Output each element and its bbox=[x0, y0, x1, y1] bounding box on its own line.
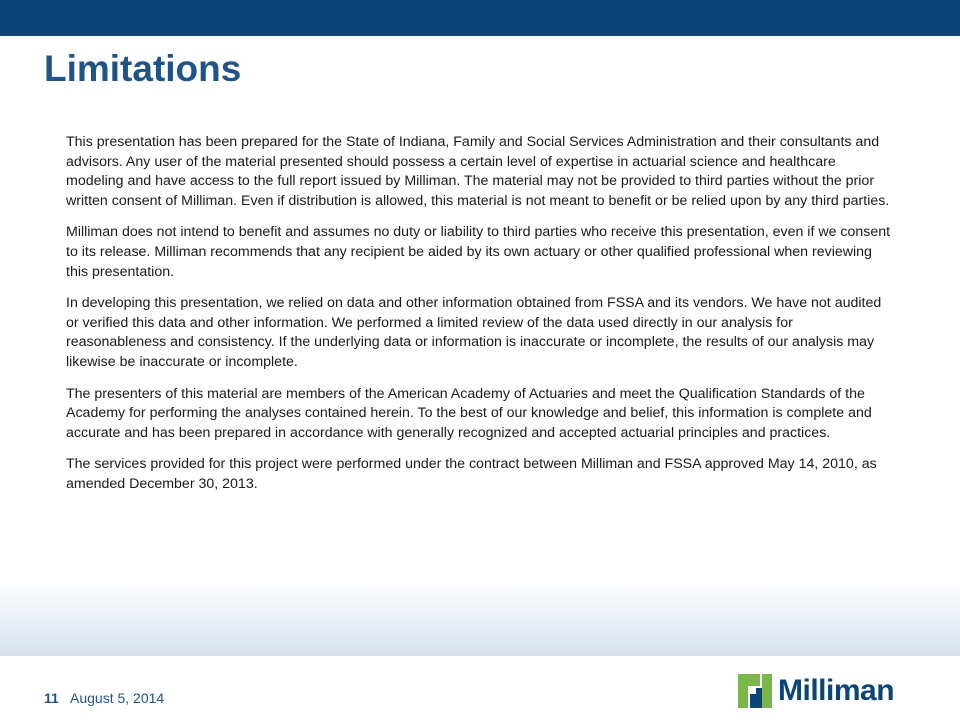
paragraph-3: In developing this presentation, we relied on data and other information obtained from FSSA and its vendors. We have not audited or verified this data and other information. We performed a limited review of the data used directly in our analysis for reasonableness and consistency. If the underlying data or information is inaccurate or incomplete, the results of our analysis may likewise be inaccurate or incomplete. bbox=[66, 295, 882, 370]
paragraph-4: The presenters of this material are members of the American Academy of Actuaries and meet the Qualification Standards of the Academy for performing the analyses contained herein. To the best of our knowledge and belief, this information is complete and accurate and has been prepared in accordance with generally recognized and accepted actuarial principles and practices. bbox=[66, 385, 872, 441]
paragraph-1: This presentation has been prepared for the State of Indiana, Family and Social Services Administration and their consultants and advisors. Any user of the material presented should possess a certain level of expertise in actuarial science and healthcare modeling and have access to the full report issued by Milliman. The material may not be provided to third parties without the prior written consent of Milliman. Even if distribution is allowed, this material is not meant to benefit or be relied upon by any third parties. bbox=[66, 134, 890, 209]
paragraph-2: Milliman does not intend to benefit and assumes no duty or liability to third parties who receive this presentation, even if we consent to its release. Milliman recommends that any recipient be aided by its own actuary or other qualified professional when reviewing this presentation. bbox=[66, 224, 891, 280]
slide-number: 11 bbox=[44, 690, 59, 706]
header-bar bbox=[0, 0, 960, 36]
bottom-gradient bbox=[0, 580, 960, 656]
page-title: Limitations bbox=[44, 48, 242, 89]
paragraph-5: The services provided for this project were performed under the contract between Milliman and FSSA approved May 14, 2010, as amended December 30, 2013. bbox=[66, 456, 877, 492]
logo-text: Milliman bbox=[778, 674, 895, 707]
disclaimer-body bbox=[66, 133, 892, 507]
milliman-logo-mark-icon bbox=[738, 674, 772, 708]
milliman-logo bbox=[738, 674, 908, 710]
footer-date: August 5, 2014 bbox=[70, 690, 165, 706]
